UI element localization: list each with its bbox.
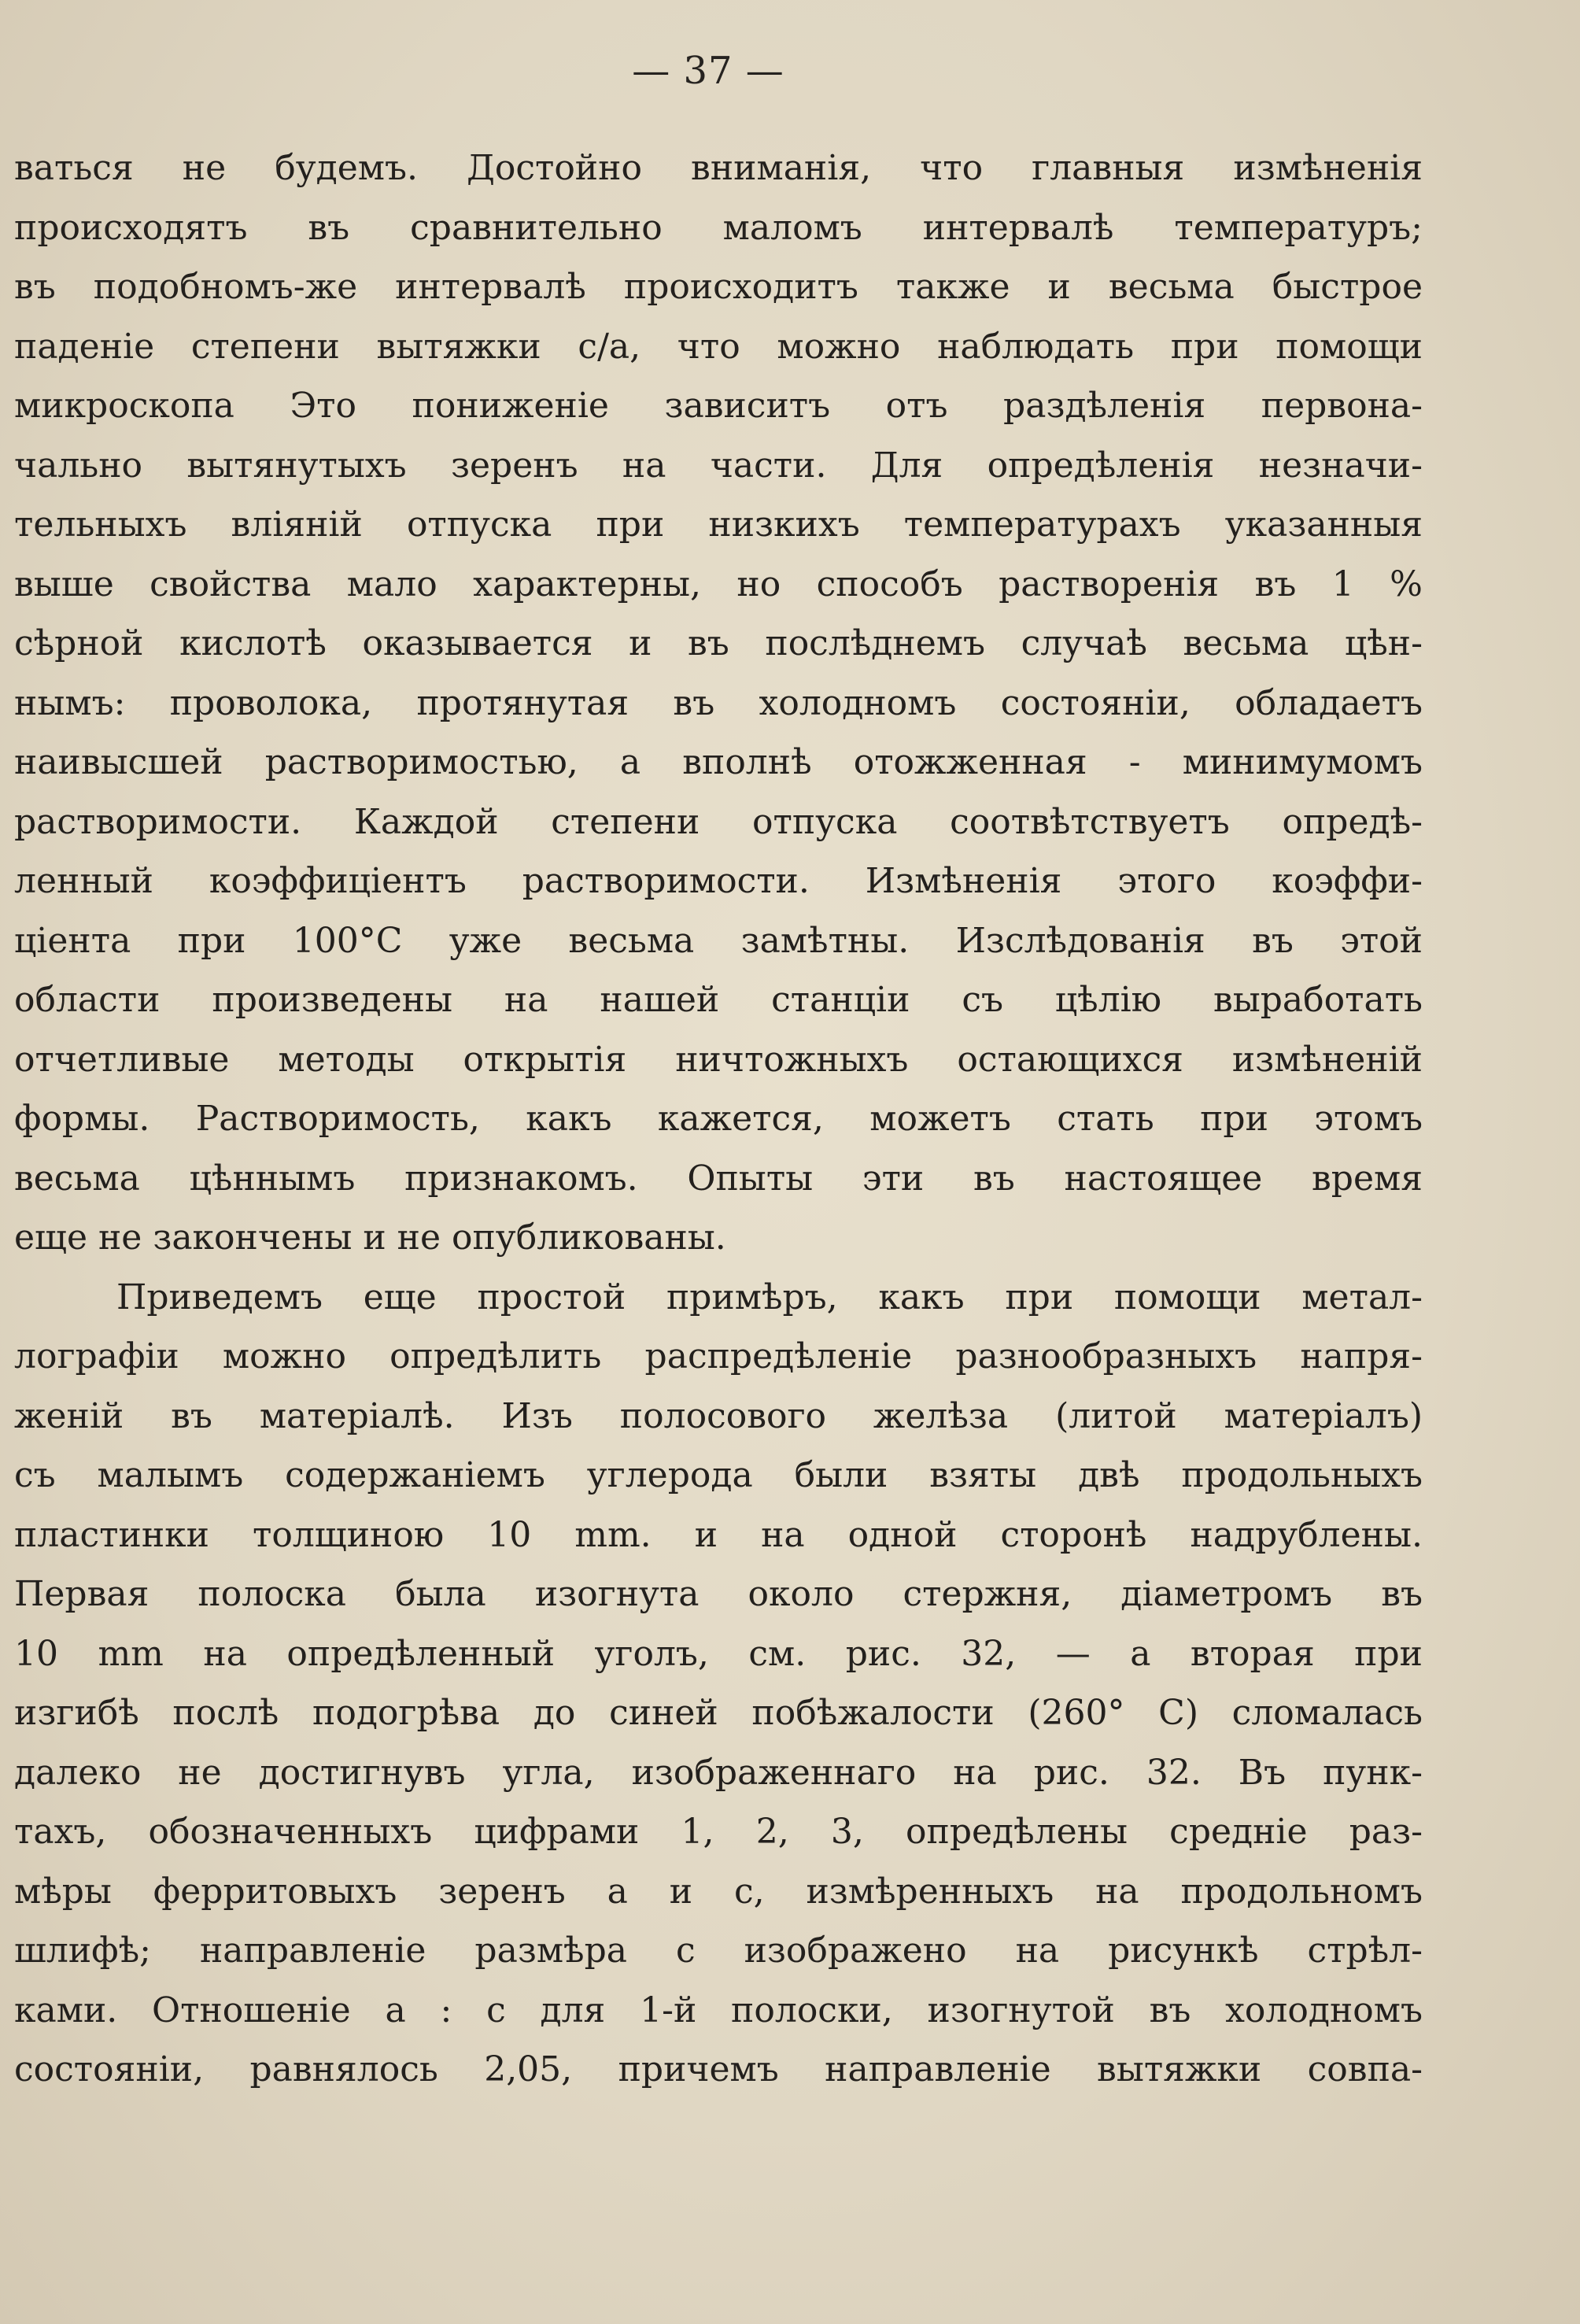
text-line: изгибѣ послѣ подогрѣва до синей побѣжалости (260° C) сломалась <box>14 1693 1423 1733</box>
text-line: съ малымъ содержаніемъ углерода были взяты двѣ продольныхъ <box>14 1455 1423 1495</box>
text-line: паденіе степени вытяжки c/a, что можно наблюдать при помощи <box>14 326 1423 367</box>
text-line: отчетливые методы открытія ничтожныхъ остающихся измѣненій <box>14 1039 1423 1080</box>
text-line: сѣрной кислотѣ оказывается и въ послѣднемъ случаѣ весьма цѣн- <box>14 623 1423 663</box>
text-line: Первая полоска была изогнута около стержня, діаметромъ въ <box>14 1574 1423 1614</box>
text-line: мѣры ферритовыхъ зеренъ a и c, измѣренныхъ на продольномъ <box>14 1871 1423 1912</box>
text-line: наивысшей растворимостью, а вполнѣ отожженная - минимумомъ <box>14 742 1423 782</box>
text-line: микроскопа Это пониженіе зависитъ отъ раздѣленія первона- <box>14 386 1423 426</box>
text-line: ціента при 100°C уже весьма замѣтны. Изслѣдованія въ этой <box>14 920 1423 961</box>
text-line: формы. Растворимость, какъ кажется, можетъ стать при этомъ <box>14 1099 1423 1139</box>
text-line: въ подобномъ-же интервалѣ происходитъ также и весьма быстрое <box>14 267 1423 307</box>
text-line: пластинки толщиною 10 mm. и на одной сторонѣ надрублены. <box>14 1514 1423 1555</box>
text-line: еще не закончены и не опубликованы. <box>14 1217 726 1258</box>
text-line: чально вытянутыхъ зеренъ на части. Для опредѣленія незначи- <box>14 445 1423 486</box>
body-text <box>14 139 1423 2100</box>
text-line: растворимости. Каждой степени отпуска соотвѣтствуетъ опредѣ- <box>14 801 1423 842</box>
text-line: ваться не будемъ. Достойно вниманія, что главныя измѣненія <box>14 148 1423 188</box>
paragraph-1 <box>14 139 1423 1268</box>
text-line: тахъ, обозначенныхъ цифрами 1, 2, 3, опредѣлены средніе раз- <box>14 1812 1423 1852</box>
text-line: женій въ матеріалѣ. Изъ полосового желѣза (литой матеріалъ) <box>14 1395 1423 1436</box>
text-line: шлифѣ; направленіе размѣра c изображено на рисункѣ стрѣл- <box>14 1931 1423 1971</box>
text-line: области произведены на нашей станціи съ цѣлію выработать <box>14 980 1423 1020</box>
text-line: далеко не достигнувъ угла, изображеннаго на рис. 32. Въ пунк- <box>14 1752 1423 1793</box>
text-line: выше свойства мало характерны, но способъ растворенія въ 1 % <box>14 563 1423 604</box>
text-line: тельныхъ вліяній отпуска при низкихъ температурахъ указанныя <box>14 504 1423 545</box>
text-line: ками. Отношеніе a : c для 1-й полоски, изогнутой въ холодномъ <box>14 1990 1423 2030</box>
text-line: происходятъ въ сравнительно маломъ интервалѣ температуръ; <box>14 207 1423 248</box>
text-line: лографіи можно опредѣлить распредѣленіе разнообразныхъ напря- <box>14 1336 1423 1376</box>
text-line: Приведемъ еще простой примѣръ, какъ при помощи метал- <box>116 1277 1423 1317</box>
text-line: 10 mm на опредѣленный уголъ, см. рис. 32, — а вторая при <box>14 1633 1423 1674</box>
text-line: состояніи, равнялось 2,05, причемъ направленіе вытяжки совпа- <box>14 2049 1423 2089</box>
page-number: — 37 — <box>632 49 784 93</box>
paragraph-2 <box>14 1268 1423 2100</box>
text-line: весьма цѣннымъ признакомъ. Опыты эти въ настоящее время <box>14 1158 1423 1199</box>
text-line: ленный коэффиціентъ растворимости. Измѣненія этого коэффи- <box>14 861 1423 901</box>
text-line: нымъ: проволока, протянутая въ холодномъ состояніи, обладаетъ <box>14 682 1423 723</box>
